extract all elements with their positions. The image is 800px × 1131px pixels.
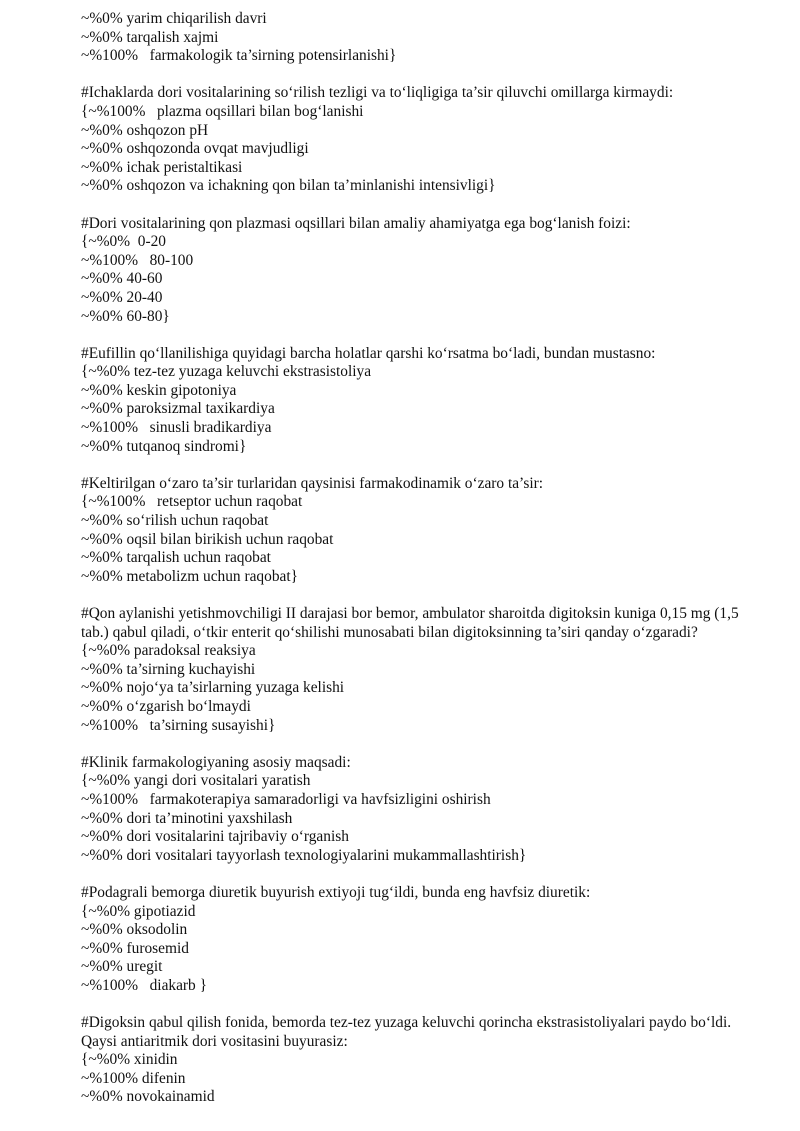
question-block-1 [81,10,741,66]
question-text: #Keltirilgan o‘zaro ta’sir turlaridan qaysinisi farmakodinamik o‘zaro ta’sir: [81,474,543,492]
answer-option: ~%0% dori vositalarini tajribaviy o‘rganish [81,828,349,846]
answer-option: ~%0% dori ta’minotini yaxshilash [81,809,293,827]
answer-option: ~%100% difenin [81,1069,186,1087]
question-block-8 [81,884,741,996]
answer-option: ~%0% ta’sirning kuchayishi [81,660,256,678]
question-block-5 [81,475,741,587]
answer-option: ~%100% sinusli bradikardiya [81,419,272,437]
answer-option: ~%100% 80-100 [81,251,194,269]
answer-option: {~%0% xinidin [81,1051,178,1069]
answer-option: {~%100% retseptor uchun raqobat [81,493,303,511]
answer-option: ~%0% oqsil bilan birikish uchun raqobat [81,530,334,548]
question-text: #Klinik farmakologiyaning asosiy maqsadi: [81,753,351,771]
answer-option: ~%100% farmakoterapiya samaradorligi va havfsizligini oshirish [81,790,491,808]
question-block-9 [81,1014,741,1107]
answer-option: ~%0% paroksizmal taxikardiya [81,400,275,418]
answer-option: ~%0% oshqozonda ovqat mavjudligi [81,140,309,158]
document-page [81,10,741,1126]
question-text: #Podagrali bemorga diuretik buyurish extiyoji tug‘ildi, bunda eng havfsiz diuretik: [81,883,591,901]
answer-option: ~%0% metabolizm uchun raqobat} [81,567,299,585]
question-text: #Eufillin qo‘llanilishiga quyidagi barcha holatlar qarshi ko‘rsatma bo‘ladi, bundan mustasno: [81,344,656,362]
answer-option: ~%0% tarqalish xajmi [81,28,219,46]
answer-option: ~%0% 40-60 [81,270,163,288]
answer-option: ~%100% ta’sirning susayishi} [81,716,276,734]
answer-option: ~%0% novokainamid [81,1088,215,1106]
answer-option: ~%0% oshqozon va ichakning qon bilan ta’minlanishi intensivligi} [81,177,496,195]
answer-option: ~%0% ichak peristaltikasi [81,158,243,176]
question-text: #Digoksin qabul qilish fonida, bemorda tez-tez yuzaga keluvchi qorincha ekstrasistoliyalari paydo bo‘ldi. Qaysi antiaritmik dori vositasini buyurasiz: [81,1014,732,1050]
answer-option: {~%0% tez-tez yuzaga keluvchi ekstrasistoliya [81,363,372,381]
answer-option: ~%0% tutqanoq sindromi} [81,437,247,455]
question-block-6 [81,605,741,735]
answer-option: ~%0% tarqalish uchun raqobat [81,549,271,567]
answer-option: ~%0% oshqozon pH [81,121,209,139]
answer-option: ~%0% o‘zgarish bo‘lmaydi [81,697,251,715]
question-block-7 [81,754,741,866]
answer-option: ~%0% so‘rilish uchun raqobat [81,512,269,530]
question-block-4 [81,345,741,457]
answer-option: ~%0% dori vositalari tayyorlash texnologiyalarini mukammallashtirish} [81,846,527,864]
question-block-3 [81,215,741,327]
question-text: #Ichaklarda dori vositalarining so‘rilish tezligi va to‘liqligiga ta’sir qiluvchi omillarga kirmaydi: [81,84,674,102]
answer-option: ~%0% yarim chiqarilish davri [81,10,267,27]
answer-option: ~%0% 20-40 [81,288,163,306]
answer-option: {~%0% 0-20 [81,233,166,251]
answer-option: ~%0% 60-80} [81,307,170,325]
answer-option: ~%100% farmakologik ta’sirning potensirlanishi} [81,47,397,65]
answer-option: ~%0% uregit [81,958,163,976]
answer-option: ~%0% keskin gipotoniya [81,381,237,399]
answer-option: {~%0% gipotiazid [81,902,196,920]
question-block-2 [81,84,741,196]
answer-option: ~%0% furosemid [81,939,189,957]
answer-option: {~%0% yangi dori vositalari yaratish [81,772,311,790]
answer-option: {~%100% plazma oqsillari bilan bog‘lanishi [81,102,364,120]
answer-option: ~%0% oksodolin [81,921,188,939]
answer-option: {~%0% paradoksal reaksiya [81,642,256,660]
answer-option: ~%0% nojo‘ya ta’sirlarning yuzaga kelishi [81,679,345,697]
question-text: #Qon aylanishi yetishmovchiligi II darajasi bor bemor, ambulator sharoitda digitoksin kuniga 0,15 mg (1,5 tab.) qabul qiladi, o‘tkir enterit qo‘shilishi munosabati bilan digitoksinning ta’siri qanday o‘zgaradi? [81,605,739,641]
question-text: #Dori vositalarining qon plazmasi oqsillari bilan amaliy ahamiyatga ega bog‘lanish foizi: [81,214,631,232]
answer-option: ~%100% diakarb } [81,976,207,994]
